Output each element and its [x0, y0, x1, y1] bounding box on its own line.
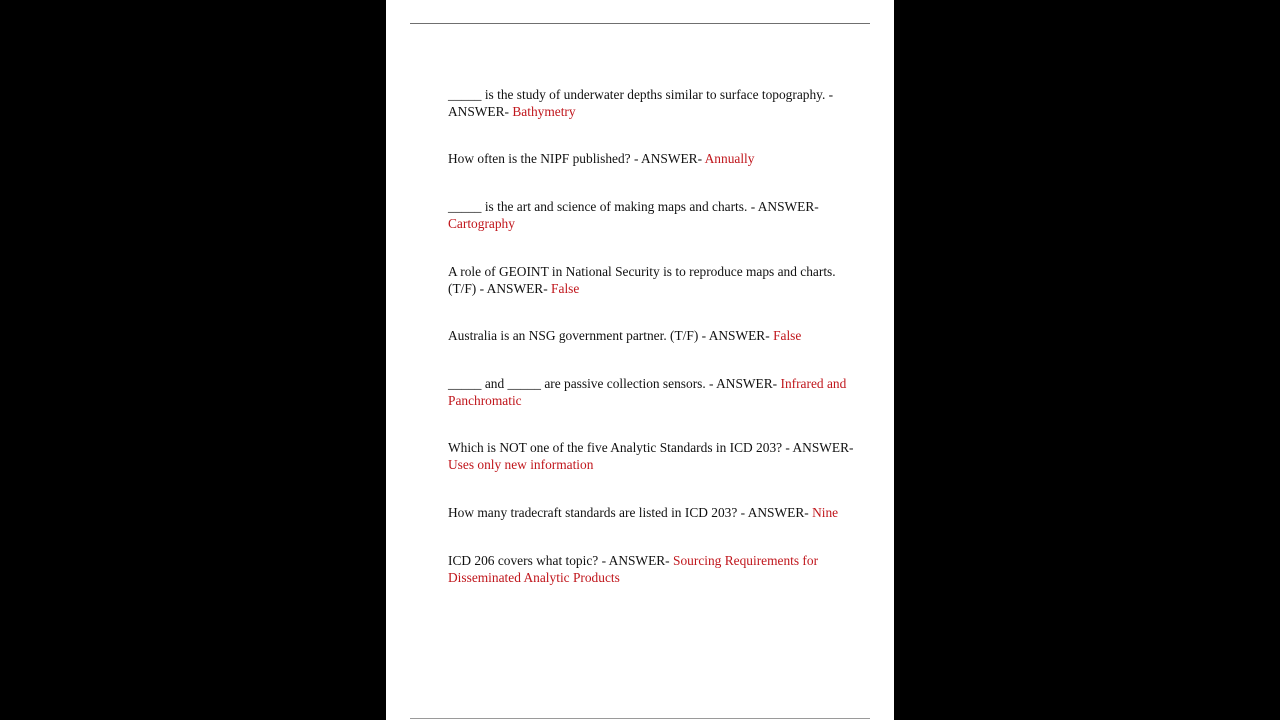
answer-text: Sourcing Requirements for Disseminated Analytic Products [448, 553, 819, 585]
question-text: _____ is the art and science of making maps and charts. - ANSWER- [448, 199, 819, 214]
answer-text: False [773, 328, 802, 343]
header-rule [410, 23, 870, 24]
question-text: ICD 206 covers what topic? - ANSWER- [448, 553, 670, 568]
answer-text: False [551, 281, 580, 296]
answer-text: Uses only new information [448, 457, 594, 472]
question-text: How many tradecraft standards are listed in ICD 203? - ANSWER- [448, 505, 809, 520]
qa-item [448, 552, 858, 586]
footer-rule [410, 718, 870, 719]
qa-item [448, 263, 858, 297]
qa-item [448, 198, 858, 232]
qa-item [448, 375, 858, 409]
document-page [386, 0, 894, 720]
question-text: Australia is an NSG government partner. (T/F) - ANSWER- [448, 328, 770, 343]
qa-item [448, 86, 858, 120]
question-text: _____ and _____ are passive collection sensors. - ANSWER- [448, 376, 778, 391]
qa-item [448, 504, 868, 521]
qa-item [448, 150, 858, 167]
answer-text: Bathymetry [512, 104, 576, 119]
question-text: _____ is the study of underwater depths similar to surface topography. - ANSWER- [448, 87, 834, 119]
question-text: How often is the NIPF published? - ANSWER- [448, 151, 703, 166]
qa-item [448, 327, 858, 344]
answer-text: Cartography [448, 216, 515, 231]
question-text: Which is NOT one of the five Analytic Standards in ICD 203? - ANSWER- [448, 440, 854, 455]
answer-text: Annually [704, 151, 755, 166]
question-text: A role of GEOINT in National Security is to reproduce maps and charts. (T/F) - ANSWER- [448, 264, 836, 296]
answer-text: Infrared and Panchromatic [448, 376, 847, 408]
answer-text: Nine [812, 505, 839, 520]
qa-item [448, 439, 858, 473]
